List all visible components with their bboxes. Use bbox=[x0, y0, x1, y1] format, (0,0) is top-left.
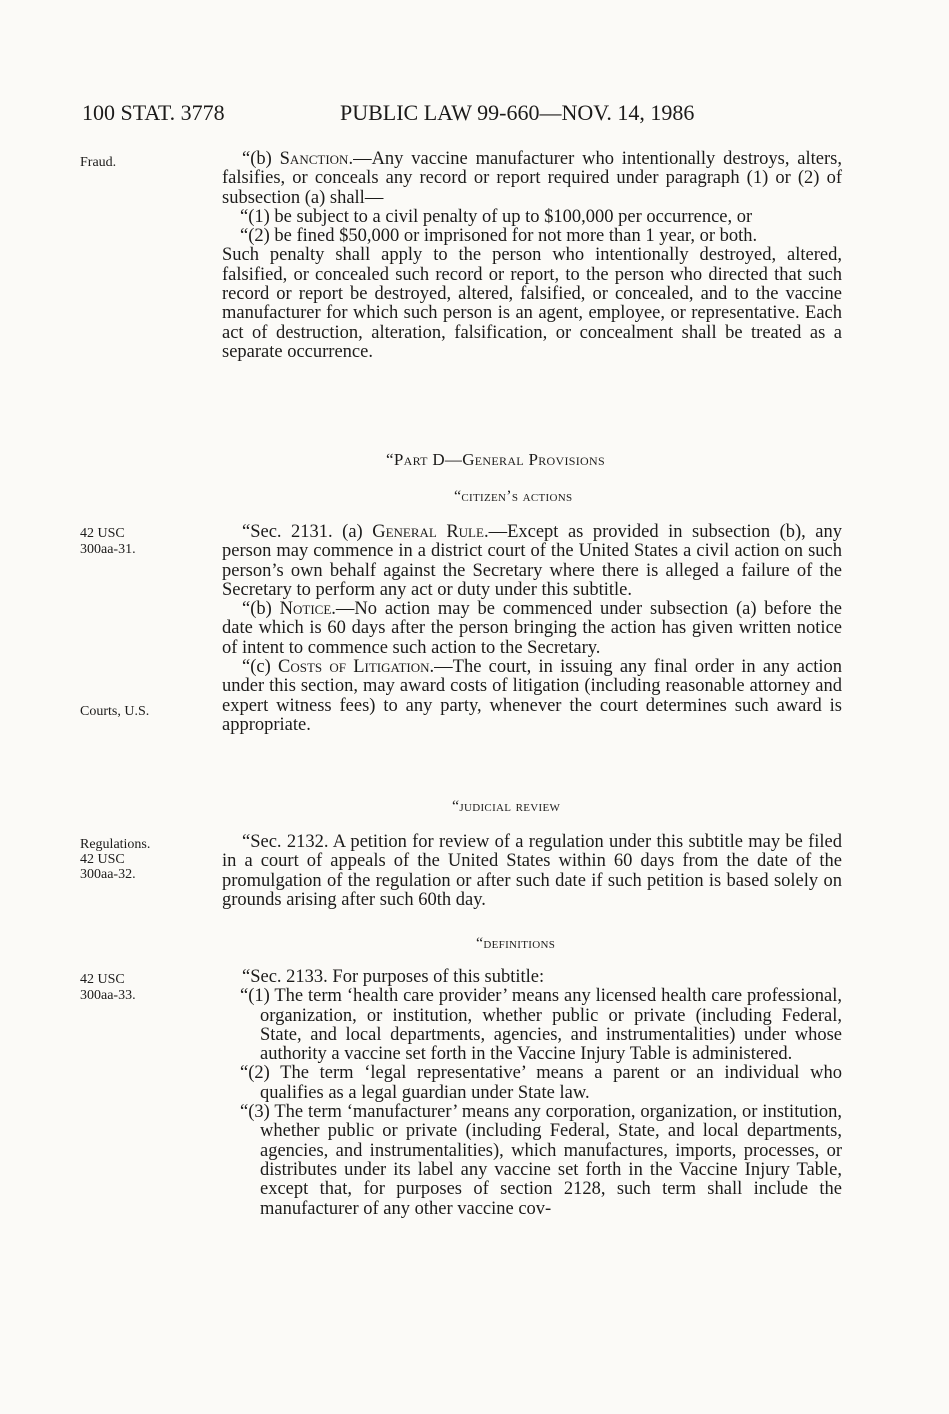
sanction-title: Sanction bbox=[279, 149, 349, 169]
public-law-title: PUBLIC LAW 99-660—NOV. 14, 1986 bbox=[340, 100, 695, 125]
running-header bbox=[82, 100, 842, 130]
sanction-section bbox=[222, 150, 842, 362]
sec-2131-b bbox=[222, 600, 842, 658]
sec-2131-a-title: General Rule bbox=[372, 522, 484, 542]
sanction-item-1: “(1) be subject to a civil penalty of up to $100,000 per occurrence, or bbox=[240, 206, 753, 227]
definition-2: “(2) The term ‘legal representative’ means a parent or an individual who qualifies as a legal guardian under State law. bbox=[240, 1063, 842, 1103]
margin-note-courts: Courts, U.S. bbox=[80, 704, 150, 719]
sec-2131-b-text: .—No action may be commenced under subsection (a) before the date which is 60 days after the person bringing the action has given written notice of intent to commence such action to the Secretary. bbox=[222, 599, 842, 658]
sanction-item-2: “(2) be fined $50,000 or imprisoned for not more than 1 year, or both. bbox=[240, 226, 758, 247]
sec-2131-c bbox=[222, 658, 842, 735]
margin-note-regulations: Regulations. bbox=[80, 837, 151, 852]
sanction-lead: “(b) bbox=[242, 149, 280, 169]
sec-2131-c-lead: “(c) bbox=[242, 657, 278, 678]
sec-2131-a bbox=[222, 523, 842, 600]
sanction-closing: Such penalty shall apply to the person who intentionally destroyed, altered, falsified, or concealed such record or report, to the person who directed that such record or report be destroyed, altered, falsified, or concealed, and to the vaccine manufacturer for which such person is an agent, employee, or representative. Each act of destruction, alteration, falsification, or concealment shall be treated as a separate occurrence. bbox=[222, 245, 842, 362]
sec-2131-a-lead: “Sec. 2131. (a) bbox=[242, 522, 373, 542]
part-d-heading: “Part D—General Provisions bbox=[386, 450, 605, 469]
sec-2131-a-text: .—Except as provided in subsection (b), any person may commence in a district court of the United States a civil action on such person’s own behalf against the Secretary where there is alleged a failure of the Secretary to perform any act or duty under this subtitle. bbox=[222, 522, 842, 600]
sec-2131-c-text: .—The court, in issuing any final order in any action under this section, may award costs of litigation (including reasonable attorney and expert witness fees) to any party, whenever the court determines such award is appropriate. bbox=[222, 657, 842, 735]
stat-citation: 100 STAT. 3778 bbox=[82, 100, 225, 125]
definition-1: “(1) The term ‘health care provider’ means any licensed health care professional, organization, or institution, whether public or private (including Federal, State, and local departments, agencies, and instrumentalities) under whose authority a vaccine set forth in the Vaccine Injury Table is administered. bbox=[240, 986, 842, 1065]
judicial-review-heading: “judicial review bbox=[452, 798, 561, 815]
definition-3: “(3) The term ‘manufacturer’ means any corporation, organization, or institution, whether public or private (including Federal, State, and local departments, agencies, and instrumentalities), which manufactures, imports, processes, or distributes under its label any vaccine set forth in the Vaccine Injury Table, except that, for purposes of section 2128, such term shall include the manufacturer of any other vaccine cov- bbox=[240, 1102, 842, 1219]
sec-2133-intro: “Sec. 2133. For purposes of this subtitle: bbox=[242, 967, 545, 987]
sec-2132-text: “Sec. 2132. A petition for review of a regulation under this subtitle may be filed in a court of appeals of the United States within 60 days from the date of the promulgation of the regulation or after such date if such petition is based solely on grounds arising after such 60th day. bbox=[222, 832, 842, 910]
definitions-heading: “definitions bbox=[476, 935, 556, 952]
section-2131 bbox=[222, 523, 842, 735]
section-2133 bbox=[222, 968, 842, 1219]
sec-2131-b-lead: “(b) bbox=[242, 599, 280, 620]
sec-2131-c-title: Costs of Litigation bbox=[278, 657, 430, 678]
section-2132 bbox=[222, 833, 842, 910]
margin-note-usc-32-line2: 300aa-32. bbox=[80, 867, 136, 882]
citizens-actions-heading: “citizen’s actions bbox=[454, 488, 573, 505]
margin-note-usc-31-line1: 42 USC bbox=[80, 526, 125, 541]
sec-2131-b-title: Notice bbox=[279, 599, 332, 620]
sanction-text: .—Any vaccine manufacturer who intentionally destroys, alters, falsifies, or conceals any record or report required under paragraph (1) or (2) of subsection (a) shall— bbox=[222, 149, 842, 208]
margin-note-usc-32-line1: 42 USC bbox=[80, 852, 125, 867]
margin-note-usc-33-line2: 300aa-33. bbox=[80, 988, 136, 1003]
margin-note-usc-33-line1: 42 USC bbox=[80, 972, 125, 987]
margin-note-usc-31-line2: 300aa-31. bbox=[80, 542, 136, 557]
sanction-paragraph bbox=[222, 150, 842, 208]
margin-note-fraud: Fraud. bbox=[80, 155, 117, 170]
